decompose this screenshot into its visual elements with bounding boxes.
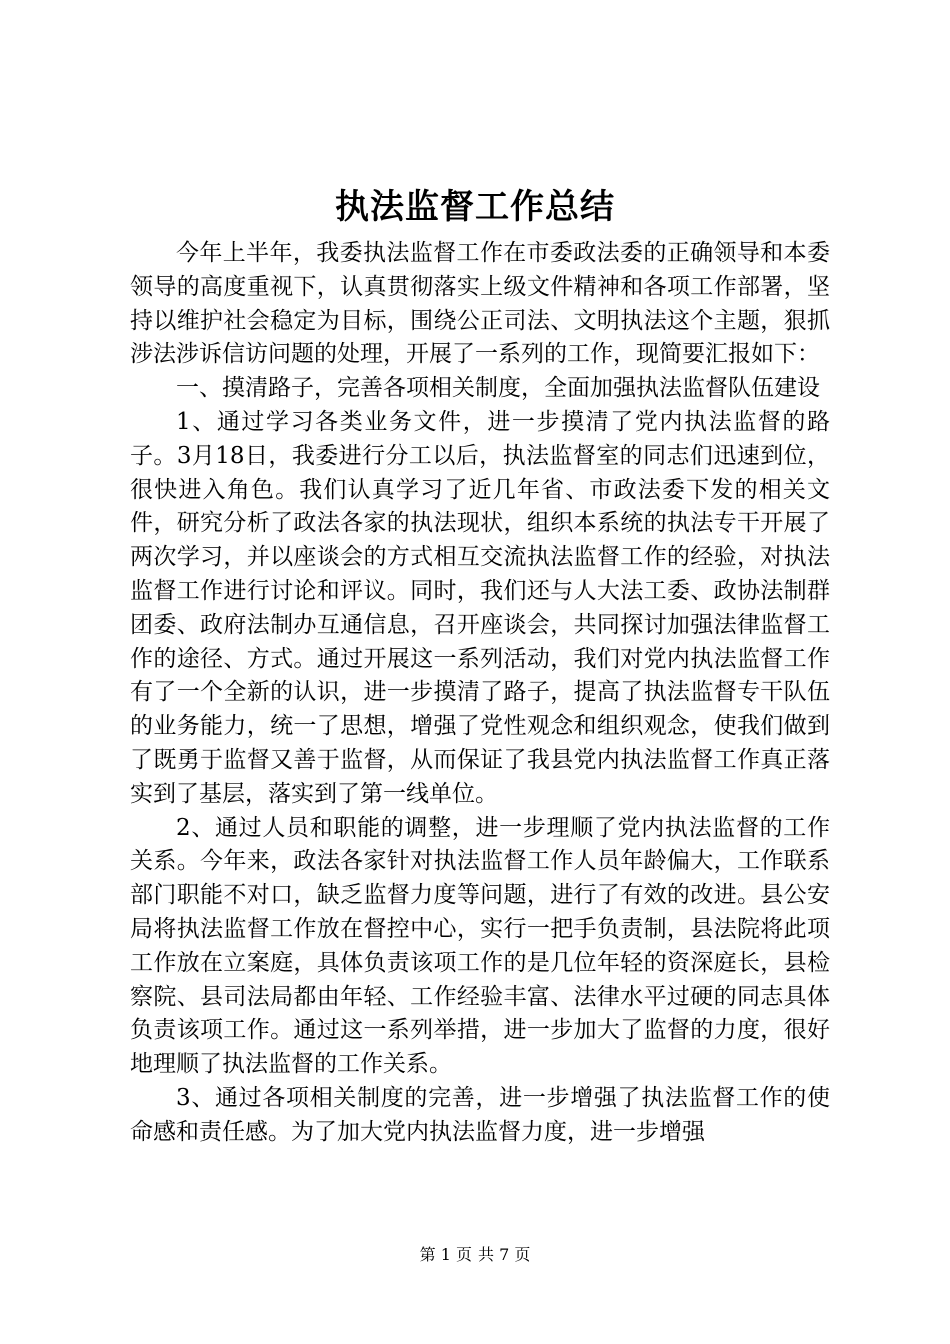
page-total: 共 7 页: [478, 1245, 531, 1264]
paragraph-intro: 今年上半年，我委执法监督工作在市委政法委的正确领导和本委领导的高度重视下，认真贯彻落实上级文件精神和各项工作部署，坚持以维护社会稳定为目标，围绕公正司法、文明执法这个主题，狠抓涉法涉诉信访问题的处理，开展了一系列的工作，现简要汇报如下：: [130, 240, 830, 368]
document-title: 执法监督工作总结: [335, 187, 615, 227]
section-heading-1: 一、摸清路子，完善各项相关制度，全面加强执法监督队伍建设: [176, 375, 820, 402]
document-body: [130, 237, 830, 1150]
paragraph-item-2: 2、通过人员和职能的调整，进一步理顺了党内执法监督的工作关系。今年来，政法各家针对执法监督工作人员年龄偏大，工作联系部门职能不对口，缺乏监督力度等问题，进行了有效的改进。县公安局将执法监督工作放在督控中心，实行一把手负责制，县法院将此项工作放在立案庭，具体负责该项工作的是几位年轻的资深庭长，县检察院、县司法局都由年轻、工作经验丰富、法律水平过硬的同志具体负责该项工作。通过这一系列举措，进一步加大了监督的力度，很好地理顺了执法监督的工作关系。: [130, 814, 830, 1078]
page-footer: [0, 1244, 950, 1266]
paragraph-item-3: 3、通过各项相关制度的完善，进一步增强了执法监督工作的使命感和责任感。为了加大党内执法监督力度，进一步增强: [130, 1084, 830, 1145]
paragraph-item-1: 1、通过学习各类业务文件，进一步摸清了党内执法监督的路子。3月18日，我委进行分工以后，执法监督室的同志们迅速到位，很快进入角色。我们认真学习了近几年省、市政法委下发的相关文件，研究分析了政法各家的执法现状，组织本系统的执法专干开展了两次学习，并以座谈会的方式相互交流执法监督工作的经验，对执法监督工作进行讨论和评议。同时，我们还与人大法工委、政协法制群团委、政府法制办互通信息，召开座谈会，共同探讨加强法律监督工作的途径、方式。通过开展这一系列活动，我们对党内执法监督工作有了一个全新的认识，进一步摸清了路子，提高了执法监督专干队伍的业务能力，统一了思想，增强了党性观念和组织观念，使我们做到了既勇于监督又善于监督，从而保证了我县党内执法监督工作真正落实到了基层，落实到了第一线单位。: [130, 408, 830, 807]
page-number: 第 1 页: [419, 1245, 472, 1264]
